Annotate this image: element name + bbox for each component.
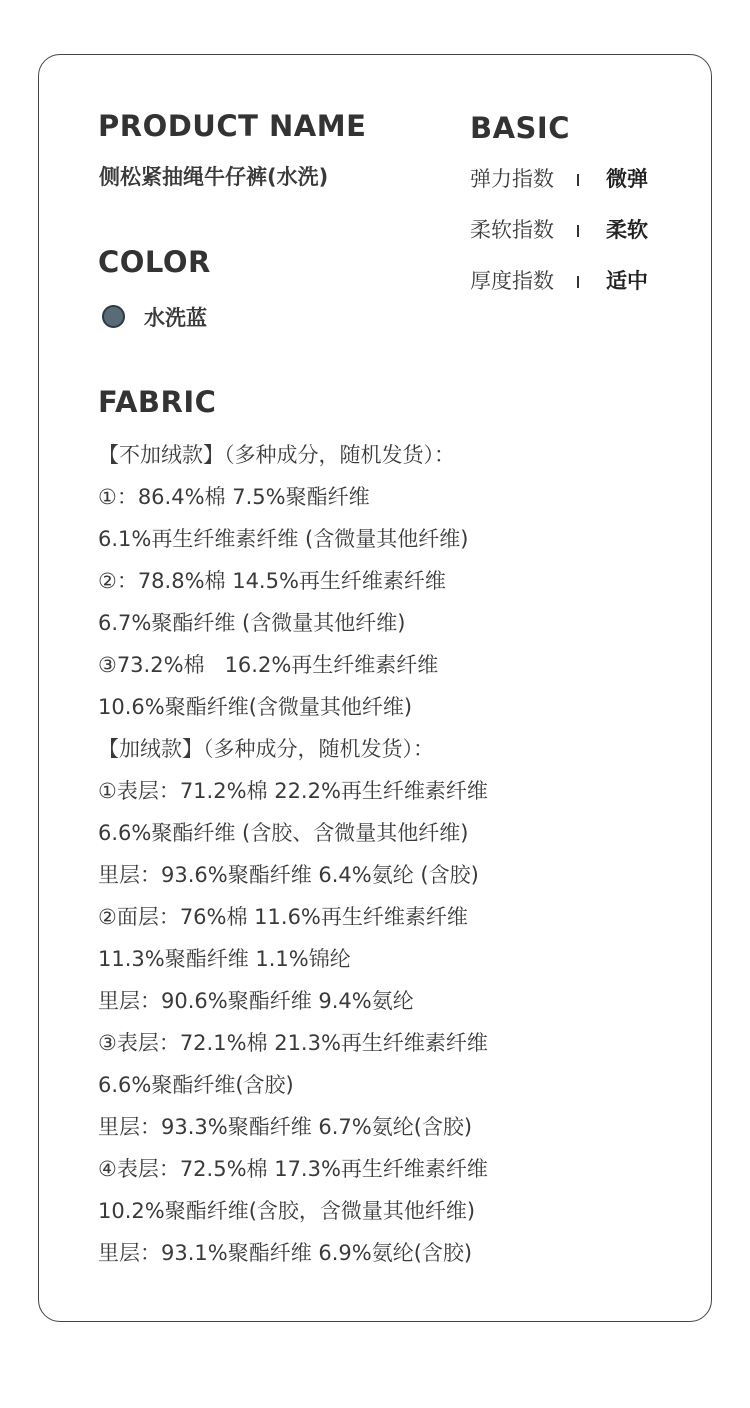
- divider-mark: [577, 276, 579, 288]
- basic-value: 微弹: [606, 167, 648, 191]
- basic-heading: BASIC: [470, 111, 571, 145]
- basic-row-softness: [470, 215, 670, 245]
- fabric-line: 【加绒款】（多种成分，随机发货）：: [98, 737, 434, 761]
- fabric-line: 6.1%再生纤维素纤维 (含微量其他纤维): [98, 527, 469, 551]
- color-heading: COLOR: [98, 245, 211, 279]
- basic-label: 柔软指数: [470, 218, 554, 242]
- basic-label: 弹力指数: [470, 167, 554, 191]
- fabric-line: 6.6%聚酯纤维 (含胶、含微量其他纤维): [98, 821, 469, 845]
- color-name: 水洗蓝: [144, 306, 207, 330]
- product-name-value: 侧松紧抽绳牛仔裤(水洗): [99, 165, 329, 189]
- fabric-line: ①表层：71.2%棉 22.2%再生纤维素纤维: [98, 779, 488, 803]
- basic-value: 适中: [606, 269, 648, 293]
- fabric-line: ②面层：76%棉 11.6%再生纤维素纤维: [98, 905, 468, 929]
- fabric-composition-list: [98, 440, 678, 1280]
- fabric-line: 里层：90.6%聚酯纤维 9.4%氨纶: [98, 989, 414, 1013]
- fabric-heading: FABRIC: [98, 385, 217, 419]
- divider-mark: [577, 225, 579, 237]
- basic-label: 厚度指数: [470, 269, 554, 293]
- fabric-line: ②：78.8%棉 14.5%再生纤维素纤维: [98, 569, 446, 593]
- fabric-line: 10.2%聚酯纤维(含胶，含微量其他纤维): [98, 1199, 476, 1223]
- fabric-line: ③表层：72.1%棉 21.3%再生纤维素纤维: [98, 1031, 488, 1055]
- product-name-heading: PRODUCT NAME: [98, 109, 367, 143]
- basic-row-thickness: [470, 266, 670, 296]
- fabric-line: 里层：93.3%聚酯纤维 6.7%氨纶(含胶): [98, 1115, 473, 1139]
- fabric-line: ③73.2%棉 16.2%再生纤维素纤维: [98, 653, 439, 677]
- fabric-line: 10.6%聚酯纤维(含微量其他纤维): [98, 695, 413, 719]
- basic-value: 柔软: [606, 218, 648, 242]
- fabric-line: 11.3%聚酯纤维 1.1%锦纶: [98, 947, 351, 971]
- divider-mark: [577, 174, 579, 186]
- fabric-line: 里层：93.6%聚酯纤维 6.4%氨纶 (含胶): [98, 863, 479, 887]
- color-swatch: [102, 305, 125, 328]
- fabric-line: ①：86.4%棉 7.5%聚酯纤维: [98, 485, 370, 509]
- fabric-line: 6.7%聚酯纤维 (含微量其他纤维): [98, 611, 406, 635]
- fabric-line: 里层：93.1%聚酯纤维 6.9%氨纶(含胶): [98, 1241, 473, 1265]
- fabric-line: 【不加绒款】（多种成分，随机发货）：: [98, 443, 455, 467]
- fabric-line: ④表层：72.5%棉 17.3%再生纤维素纤维: [98, 1157, 488, 1181]
- fabric-line: 6.6%聚酯纤维(含胶): [98, 1073, 294, 1097]
- basic-row-elasticity: [470, 164, 670, 194]
